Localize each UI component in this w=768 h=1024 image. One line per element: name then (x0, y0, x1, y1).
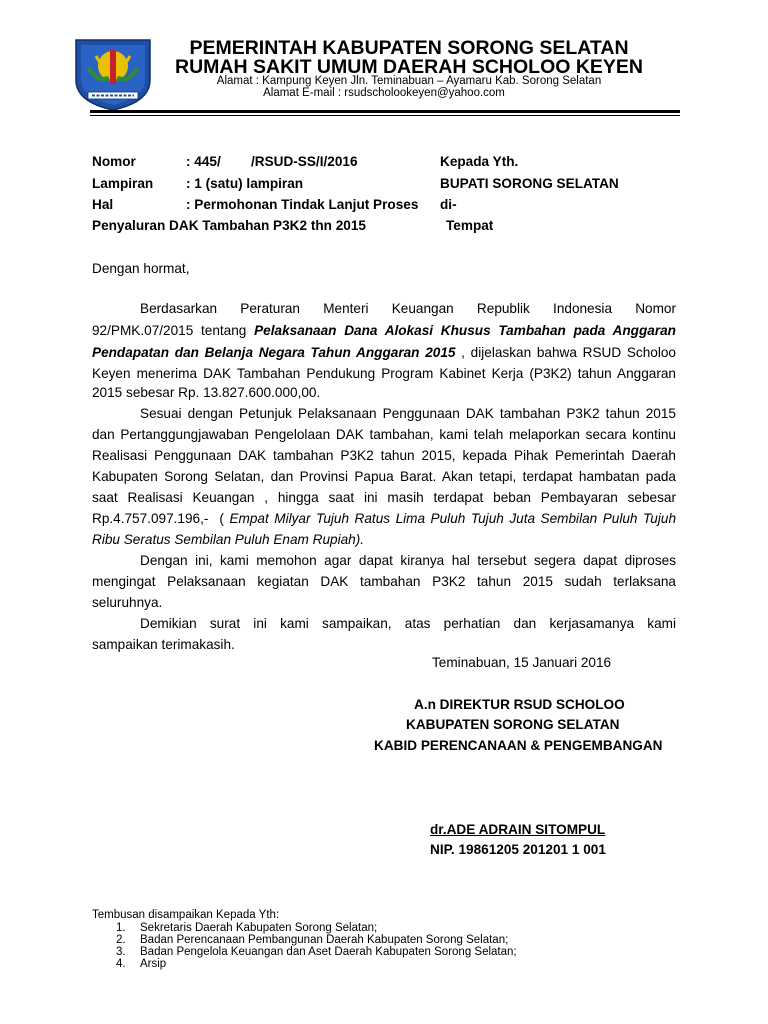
di-line: di- (440, 197, 457, 212)
signatory-nip: NIP. 19861205 201201 1 001 (430, 842, 606, 857)
letterhead-rule-thin (90, 115, 680, 116)
cc-item-num-4: 4. (116, 958, 126, 970)
cc-item-num-1: 1. (116, 922, 126, 934)
hal-label: Hal (92, 197, 114, 212)
para3-line2: mengingat Pelaksanaan kegiatan DAK tambahan P3K2 tahun 2015 sudah terlaksana (92, 574, 676, 589)
cc-item-1: Sekretaris Daerah Kabupaten Sorong Selatan; (140, 922, 378, 934)
salutation: Dengan hormat, (92, 261, 190, 276)
letterhead-email: Alamat E-mail : rsudscholookeyen@yahoo.com (263, 87, 505, 99)
cc-item-num-3: 3. (116, 946, 126, 958)
letterhead-address: Alamat : Kampung Keyen Jln. Teminabuan – Ayamaru Kab. Sorong Selatan (216, 75, 602, 87)
signatory-name: dr.ADE ADRAIN SITOMPUL (430, 822, 606, 837)
para2-line4: Kabupaten Sorong Selatan, dan Provinsi Papua Barat. Akan tetapi, terdapat hambatan pada (92, 469, 676, 484)
recipient-bupati: BUPATI SORONG SELATAN (440, 176, 619, 191)
para1-line2: 92/PMK.07/2015 tentang Pelaksanaan Dana Alokasi Khusus Tambahan pada Anggaran (92, 323, 676, 338)
signatory-line2: KABUPATEN SORONG SELATAN (406, 717, 620, 732)
para3-line3: seluruhnya. (92, 595, 163, 610)
para3-line1: Dengan ini, kami memohon agar dapat kiranya hal tersebut segera dapat diproses (140, 553, 676, 568)
cc-item-4: Arsip (140, 958, 167, 970)
nomor-value: : 445/ /RSUD-SS/I/2016 (186, 154, 358, 169)
signatory-line1: A.n DIREKTUR RSUD SCHOLOO (414, 697, 625, 712)
hal-value: : Permohonan Tindak Lanjut Proses (186, 197, 419, 212)
cc-heading: Tembusan disampaikan Kepada Yth: (92, 909, 280, 921)
cc-item-num-2: 2. (116, 934, 126, 946)
para2-line1: Sesuai dengan Petunjuk Pelaksanaan Penggunaan DAK tambahan P3K2 tahun 2015 (140, 406, 676, 421)
hal-continuation: Penyaluran DAK Tambahan P3K2 thn 2015 (92, 218, 366, 233)
para2-line7: Ribu Seratus Sembilan Puluh Enam Rupiah). (92, 532, 365, 547)
letterhead-line-2: RUMAH SAKIT UMUM DAERAH SCHOLOO KEYEN (175, 56, 643, 78)
cc-item-3: Badan Pengelola Keuangan dan Aset Daerah Kabupaten Sorong Selatan; (140, 946, 517, 958)
letterhead-line-1: PEMERINTAH KABUPATEN SORONG SELATAN (189, 37, 629, 59)
regency-coat-of-arms-icon (72, 36, 154, 112)
para2-line3: Realisasi Penggunaan DAK tambahan P3K2 tahun 2015, kepada Pihak Pemerintah Daerah (92, 448, 676, 463)
place-date: Teminabuan, 15 Januari 2016 (432, 655, 612, 670)
para1-line1: Berdasarkan Peraturan Menteri Keuangan Republik Indonesia Nomor (140, 301, 676, 316)
para4-line2: sampaikan terimakasih. (92, 637, 235, 652)
nomor-label: Nomor (92, 154, 136, 169)
cc-item-2: Badan Perencanaan Pembangunan Daerah Kabupaten Sorong Selatan; (140, 934, 509, 946)
para2-line6: Rp.4.757.097.196,- ( Empat Milyar Tujuh Ratus Lima Puluh Tujuh Juta Sembilan Puluh Tujuh (92, 511, 677, 526)
tempat-line: Tempat (446, 218, 494, 233)
para1-line5: 2015 sebesar Rp. 13.827.600.000,00. (92, 385, 321, 400)
para4-line1: Demikian surat ini kami sampaikan, atas perhatian dan kerjasamanya kami (140, 616, 676, 631)
para2-line2: dan Pertanggungjawaban Pengelolaan DAK tambahan, kami telah melaporkan secara kontinu (92, 427, 676, 442)
signatory-line3: KABID PERENCANAAN & PENGEMBANGAN (374, 738, 663, 753)
letterhead-rule-thick (90, 110, 680, 113)
para1-line3: Pendapatan dan Belanja Negara Tahun Anggaran 2015 , dijelaskan bahwa RSUD Scholoo (92, 345, 676, 360)
para2-line5: saat Realisasi Keuangan , hingga saat ini masih terdapat beban Pembayaran sebesar (92, 490, 676, 505)
lampiran-label: Lampiran (92, 176, 154, 191)
lampiran-value: : 1 (satu) lampiran (186, 176, 304, 191)
kepada-line: Kepada Yth. (440, 154, 519, 169)
para1-line4: Keyen menerima DAK Tambahan Pendukung Program Kabinet Kerja (P3K2) tahun Anggaran (92, 366, 676, 381)
